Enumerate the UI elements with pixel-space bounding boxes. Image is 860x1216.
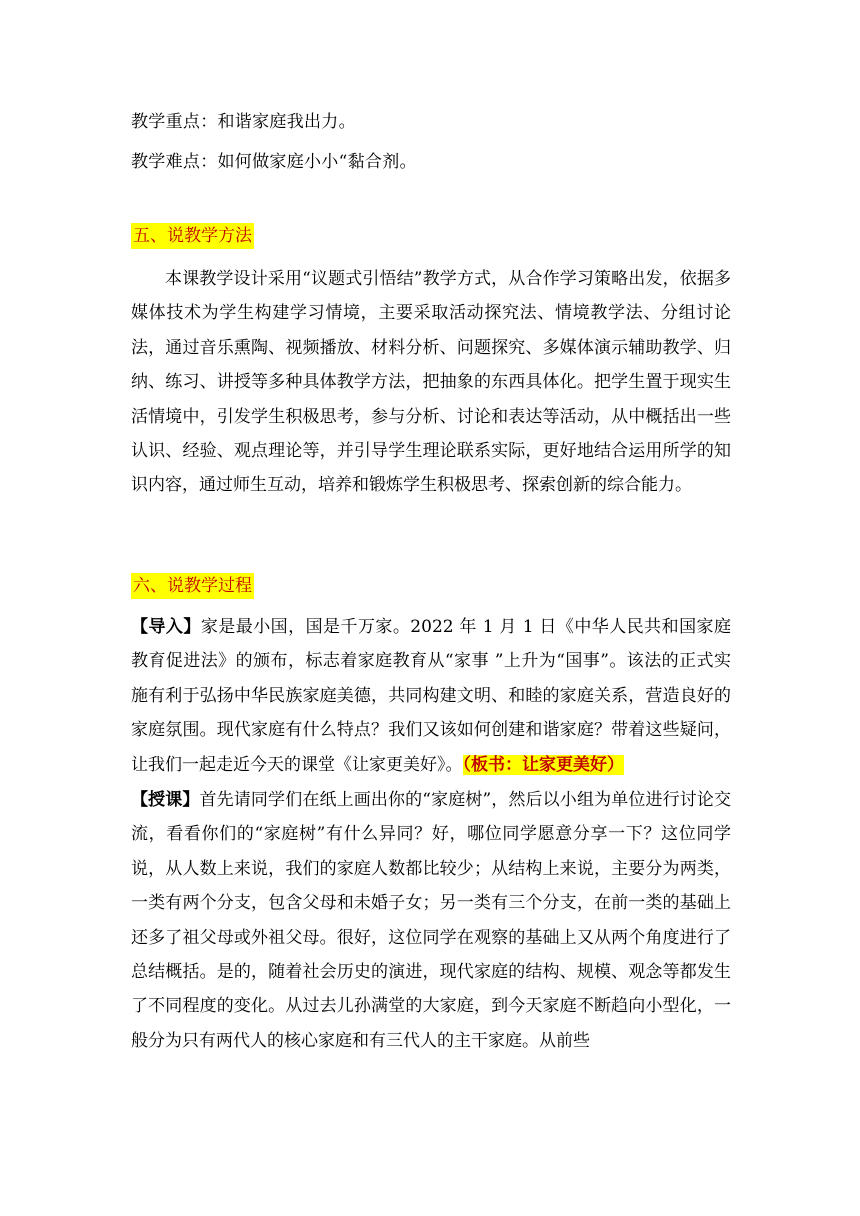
lesson-text: 首先请同学们在纸上画出你的“家庭树”，然后以小组为单位进行讨论交流，看看你们的“家庭树”有什么异同？好，哪位同学愿意分享一下？这位同学说，从人数上来说，我们的家庭人数都比较少；从结构上来说，主要分为两类，一类有两个分支，包含父母和未婚子女；另一类有三个分支，在前一类的基础上还多了祖父母或外祖父母。很好，这位同学在观察的基础上又从两个角度进行了总结概括。是的，随着社会历史的演进，现代家庭的结构、规模、观念等都发生了不同程度的变化。从过去儿孙满堂的大家庭，到今天家庭不断趋向小型化，一般分为只有两代人的核心家庭和有三代人的主干家庭。从前些: [131, 790, 731, 1051]
section-6-intro: [131, 610, 731, 782]
teaching-difficult-point: 教学难点：如何做家庭小小“黏合剂。: [131, 152, 417, 172]
section-5-heading: 五、说教学方法: [131, 223, 254, 249]
lesson-label: 【授课】: [131, 790, 200, 810]
teaching-key-point: 教学重点：和谐家庭我出力。: [131, 112, 356, 132]
section-6-heading: 六、说教学过程: [131, 573, 254, 599]
section-6-lesson: [131, 783, 731, 1058]
intro-text: 家是最小国，国是千万家。2022 年 1 月 1 日《中华人民共和国家庭教育促进法》的颁布，标志着家庭教育从“家事 ”上升为“国事”。该法的正式实施有利于弘扬中华民族家庭美德，共同构建文明、和睦的家庭关系，营造良好的家庭氛围。现代家庭有什么特点？我们又该如何创建和谐家庭？带着这些疑问，让我们一起走近今天的课堂《让家更美好》。: [131, 617, 731, 775]
intro-label: 【导入】: [131, 617, 201, 637]
section-5-paragraph: 本课教学设计采用“议题式引悟结”教学方式，从合作学习策略出发，依据多媒体技术为学生构建学习情境，主要采取活动探究法、情境教学法、分组讨论法，通过音乐熏陶、视频播放、材料分析、问题探究、多媒体演示辅助教学、归纳、练习、讲授等多种具体教学方法，把抽象的东西具体化。把学生置于现实生活情境中，引发学生积极思考，参与分析、讨论和表达等活动，从中概括出一些认识、经验、观点理论等，并引导学生理论联系实际，更好地结合运用所学的知识内容，通过师生互动，培养和锻炼学生积极思考、探索创新的综合能力。: [131, 269, 731, 496]
section-5-body: [131, 262, 731, 503]
intro-paragraph: [131, 610, 731, 782]
board-note: （板书：让家更美好）: [462, 754, 624, 775]
lesson-paragraph: [131, 783, 731, 1058]
